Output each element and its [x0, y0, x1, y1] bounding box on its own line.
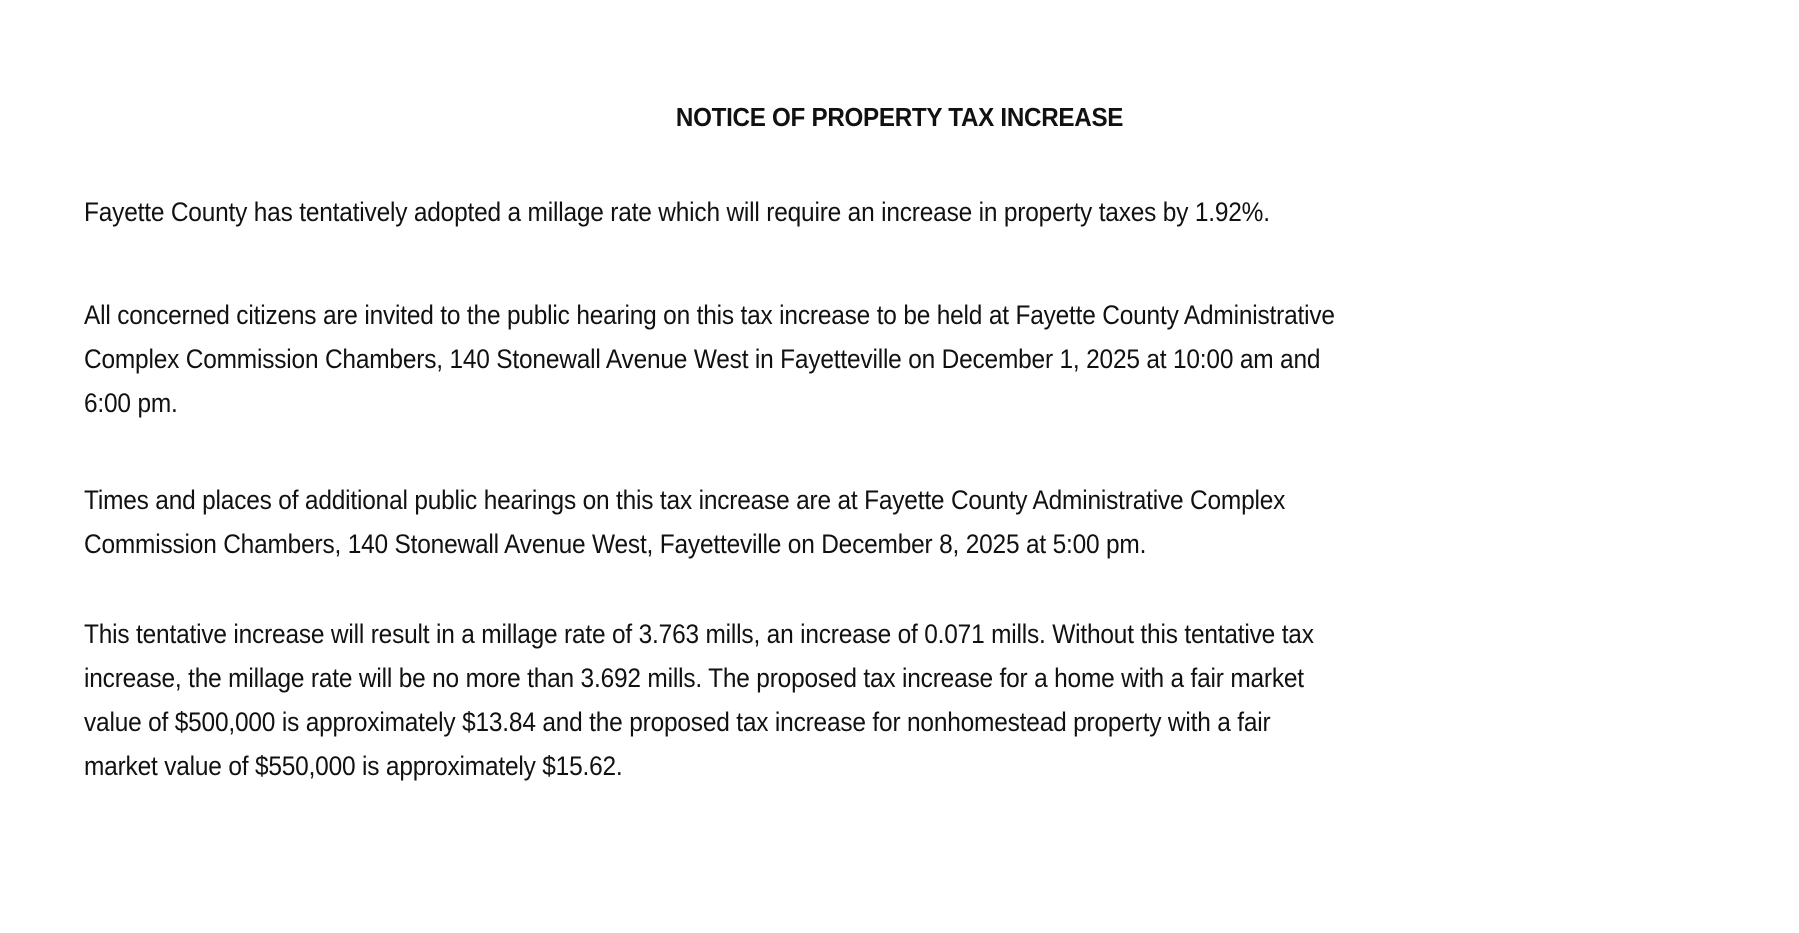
text-line: 6:00 pm.	[84, 388, 178, 418]
text-line: value of $500,000 is approximately $13.84 and the proposed tax increase for nonhomestead property with a fair	[84, 707, 1271, 737]
text-line: Fayette County has tentatively adopted a millage rate which will require an increase in property taxes by 1.92%.	[84, 197, 1270, 227]
text-line: increase, the millage rate will be no more than 3.692 mills. The proposed tax increase for a home with a fair market	[84, 663, 1304, 693]
text-line: This tentative increase will result in a millage rate of 3.763 mills, an increase of 0.071 mills. Without this tentative tax	[84, 619, 1314, 649]
text-line: Complex Commission Chambers, 140 Stonewall Avenue West in Fayetteville on December 1, 2025 at 10:00 am and	[84, 344, 1321, 374]
text-line: Commission Chambers, 140 Stonewall Avenue West, Fayetteville on December 8, 2025 at 5:00 pm.	[84, 529, 1147, 559]
paragraph-additional-hearings	[84, 478, 1568, 566]
paragraph-millage-details	[84, 612, 1568, 788]
text-line: market value of $550,000 is approximately $15.62.	[84, 751, 623, 781]
paragraph-public-hearing	[84, 293, 1568, 425]
text-line: All concerned citizens are invited to the public hearing on this tax increase to be held at Fayette County Administrative	[84, 300, 1335, 330]
text-line: Times and places of additional public hearings on this tax increase are at Fayette County Administrative Complex	[84, 485, 1286, 515]
notice-title: NOTICE OF PROPERTY TAX INCREASE	[675, 102, 1124, 132]
paragraph-tax-increase-summary	[84, 190, 1568, 234]
